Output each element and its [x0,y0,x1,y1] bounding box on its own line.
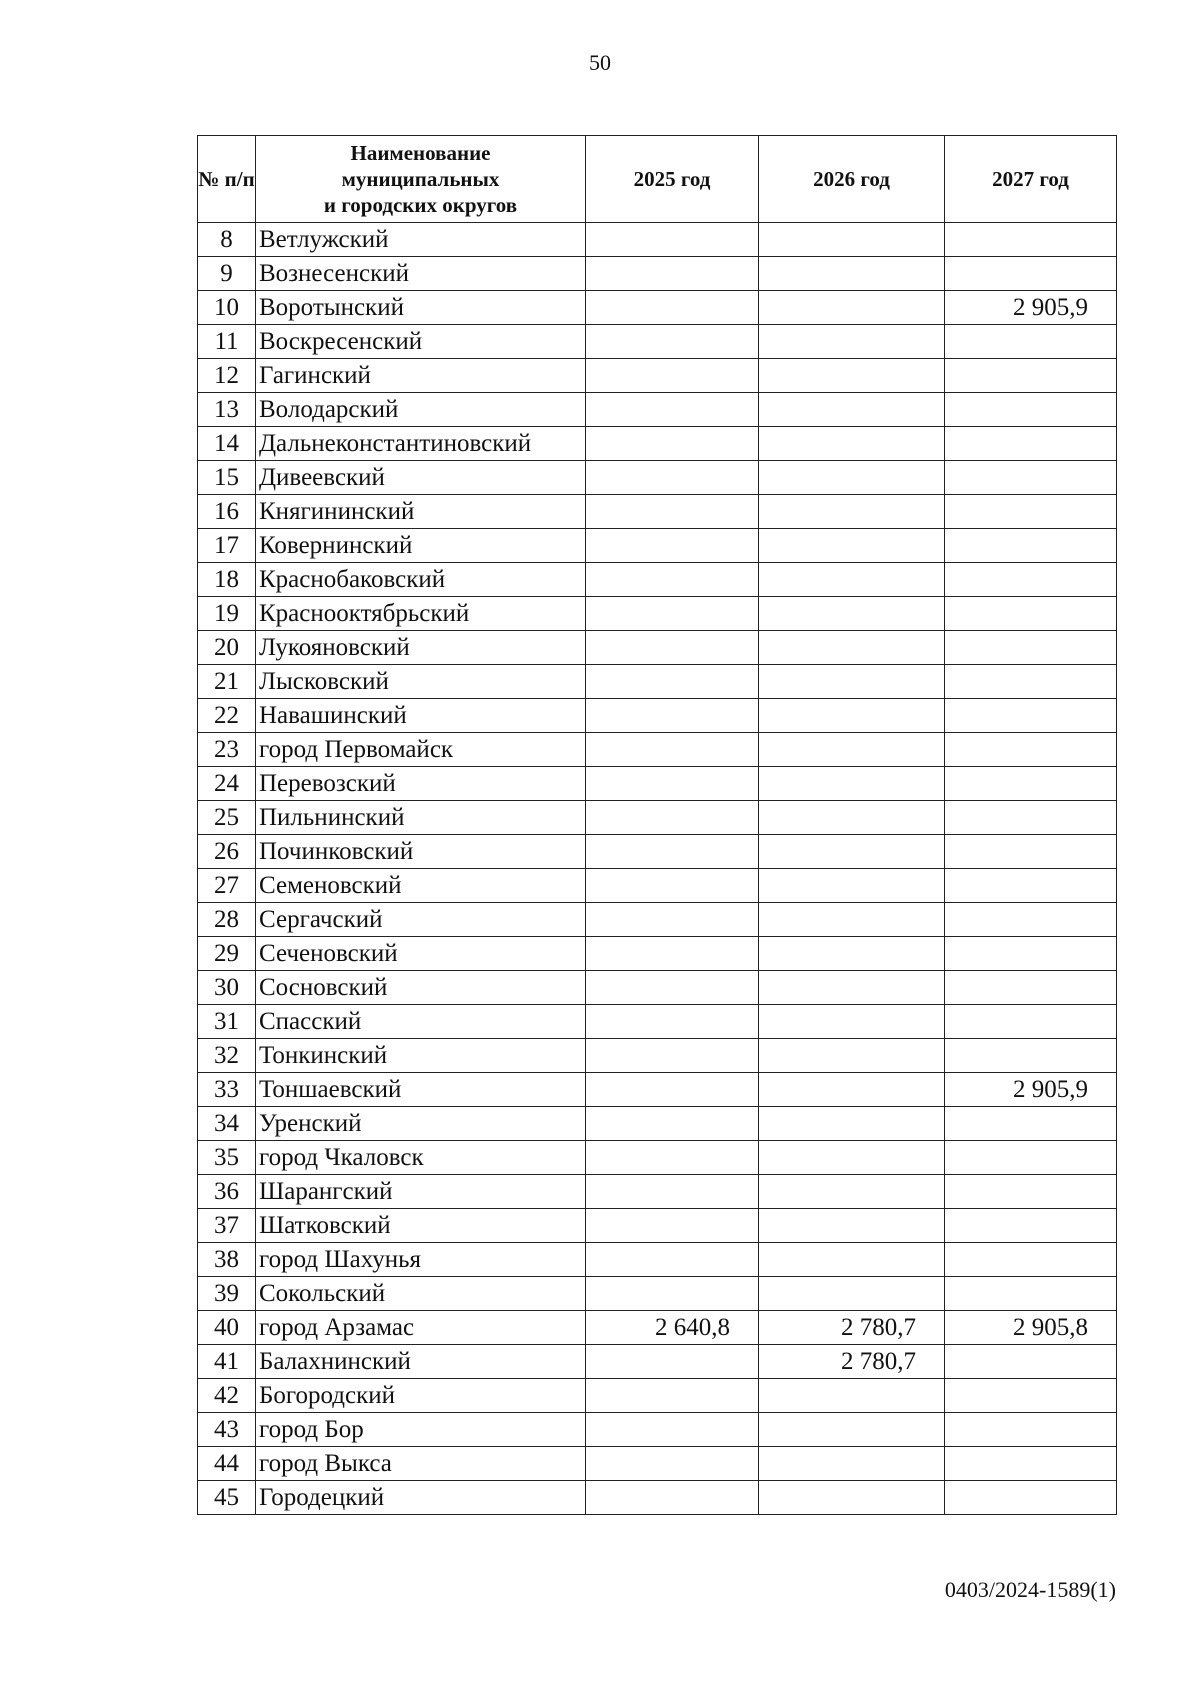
value-2025-cell [586,1379,759,1413]
district-name-cell: город Чкаловск [256,1141,586,1175]
table-row [198,393,1117,427]
value-2026-cell [759,1175,945,1209]
table-row [198,665,1117,699]
value-2026-cell [759,1243,945,1277]
value-2025-cell [586,359,759,393]
value-2027-cell [945,903,1117,937]
table-row [198,699,1117,733]
table-row [198,1413,1117,1447]
value-2025-cell [586,1447,759,1481]
value-2026-cell [759,325,945,359]
district-name-cell: Балахнинский [256,1345,586,1379]
table-row [198,257,1117,291]
value-2025-cell [586,325,759,359]
district-name-cell: Сеченовский [256,937,586,971]
value-2025-cell [586,597,759,631]
header-name [256,136,586,223]
table-row [198,359,1117,393]
value-2027-cell [945,733,1117,767]
district-name-cell: Уренский [256,1107,586,1141]
value-2027-cell [945,767,1117,801]
table-row [198,1277,1117,1311]
value-2027-cell [945,529,1117,563]
value-2025-cell [586,699,759,733]
value-2026-cell [759,1005,945,1039]
table-row [198,427,1117,461]
district-name-cell: Володарский [256,393,586,427]
table-row [198,869,1117,903]
value-2027-cell [945,1175,1117,1209]
table-row [198,733,1117,767]
row-number-cell: 15 [198,461,256,495]
value-2026-cell [759,1447,945,1481]
value-2026-cell [759,1141,945,1175]
table-header [198,136,1117,223]
header-2026: 2026 год [759,136,945,223]
row-number-cell: 14 [198,427,256,461]
row-number-cell: 39 [198,1277,256,1311]
row-number-cell: 36 [198,1175,256,1209]
row-number-cell: 16 [198,495,256,529]
district-name-cell: Починковский [256,835,586,869]
header-2025: 2025 год [586,136,759,223]
row-number-cell: 31 [198,1005,256,1039]
value-2027-cell [945,393,1117,427]
value-2026-cell [759,291,945,325]
row-number-cell: 12 [198,359,256,393]
value-2027-cell [945,1141,1117,1175]
value-2026-cell [759,631,945,665]
value-2026-cell [759,223,945,257]
value-2027-cell [945,1481,1117,1515]
value-2026-cell [759,1073,945,1107]
row-number-cell: 19 [198,597,256,631]
value-2025-cell [586,393,759,427]
value-2026-cell [759,835,945,869]
value-2027-cell: 2 905,9 [945,1073,1117,1107]
table-row [198,1039,1117,1073]
value-2025-cell [586,529,759,563]
value-2025-cell [586,1277,759,1311]
value-2026-cell [759,597,945,631]
value-2025-cell [586,1243,759,1277]
value-2026-cell [759,461,945,495]
district-name-cell: Перевозский [256,767,586,801]
value-2025-cell [586,1073,759,1107]
value-2025-cell [586,1209,759,1243]
value-2025-cell [586,223,759,257]
table-row [198,1345,1117,1379]
value-2025-cell [586,1413,759,1447]
district-name-cell: Дальнеконстантиновский [256,427,586,461]
table-row [198,1447,1117,1481]
district-name-cell: Пильнинский [256,801,586,835]
value-2027-cell [945,1039,1117,1073]
value-2027-cell [945,1277,1117,1311]
value-2027-cell: 2 905,9 [945,291,1117,325]
row-number-cell: 35 [198,1141,256,1175]
table-row [198,563,1117,597]
value-2027-cell [945,1379,1117,1413]
row-number-cell: 24 [198,767,256,801]
district-name-cell: Шарангский [256,1175,586,1209]
value-2025-cell [586,427,759,461]
table-row [198,1243,1117,1277]
district-name-cell: Навашинский [256,699,586,733]
table-row [198,903,1117,937]
table-row [198,801,1117,835]
value-2027-cell [945,1243,1117,1277]
district-name-cell: Воскресенский [256,325,586,359]
value-2027-cell [945,1107,1117,1141]
district-name-cell: Краснооктябрьский [256,597,586,631]
row-number-cell: 18 [198,563,256,597]
value-2027-cell [945,257,1117,291]
table-row [198,1209,1117,1243]
row-number-cell: 8 [198,223,256,257]
table-row [198,1311,1117,1345]
district-name-cell: Сокольский [256,1277,586,1311]
value-2026-cell [759,801,945,835]
value-2025-cell [586,1481,759,1515]
row-number-cell: 43 [198,1413,256,1447]
row-number-cell: 40 [198,1311,256,1345]
district-name-cell: Гагинский [256,359,586,393]
row-number-cell: 22 [198,699,256,733]
value-2027-cell [945,563,1117,597]
district-name-cell: город Первомайск [256,733,586,767]
district-name-cell: Дивеевский [256,461,586,495]
district-name-cell: Ковернинский [256,529,586,563]
value-2025-cell [586,665,759,699]
value-2026-cell [759,937,945,971]
row-number-cell: 42 [198,1379,256,1413]
row-number-cell: 45 [198,1481,256,1515]
row-number-cell: 21 [198,665,256,699]
district-name-cell: Вознесенский [256,257,586,291]
value-2025-cell [586,869,759,903]
row-number-cell: 10 [198,291,256,325]
value-2026-cell [759,903,945,937]
value-2027-cell [945,801,1117,835]
value-2026-cell [759,427,945,461]
value-2026-cell [759,699,945,733]
value-2027-cell [945,1447,1117,1481]
row-number-cell: 20 [198,631,256,665]
value-2025-cell [586,1107,759,1141]
value-2025-cell [586,1039,759,1073]
value-2025-cell [586,257,759,291]
row-number-cell: 34 [198,1107,256,1141]
district-name-cell: Семеновский [256,869,586,903]
row-number-cell: 38 [198,1243,256,1277]
value-2026-cell [759,767,945,801]
allocation-table-wrapper [197,135,1116,1515]
value-2025-cell [586,1141,759,1175]
value-2025-cell [586,1005,759,1039]
table-row [198,529,1117,563]
row-number-cell: 13 [198,393,256,427]
value-2026-cell [759,359,945,393]
value-2026-cell [759,1277,945,1311]
value-2025-cell [586,733,759,767]
row-number-cell: 30 [198,971,256,1005]
value-2025-cell [586,801,759,835]
header-num-label: № п/п [198,167,255,191]
table-row [198,325,1117,359]
value-2026-cell [759,393,945,427]
row-number-cell: 9 [198,257,256,291]
table-row [198,631,1117,665]
district-name-cell: Шатковский [256,1209,586,1243]
header-name-line2: муниципальных [341,167,500,191]
row-number-cell: 29 [198,937,256,971]
document-code: 0403/2024-1589(1) [944,1577,1116,1602]
value-2026-cell [759,1039,945,1073]
table-row [198,461,1117,495]
district-name-cell: город Арзамас [256,1311,586,1345]
value-2025-cell [586,631,759,665]
district-name-cell: Сосновский [256,971,586,1005]
district-name-cell: город Шахунья [256,1243,586,1277]
row-number-cell: 28 [198,903,256,937]
value-2027-cell [945,937,1117,971]
value-2026-cell [759,1413,945,1447]
value-2027-cell [945,1209,1117,1243]
value-2025-cell [586,1345,759,1379]
table-row [198,1107,1117,1141]
value-2026-cell [759,563,945,597]
value-2025-cell [586,1175,759,1209]
district-name-cell: город Выкса [256,1447,586,1481]
value-2026-cell [759,1379,945,1413]
value-2026-cell [759,869,945,903]
table-row [198,767,1117,801]
value-2027-cell [945,631,1117,665]
table-row [198,1073,1117,1107]
value-2025-cell: 2 640,8 [586,1311,759,1345]
district-name-cell: город Бор [256,1413,586,1447]
district-name-cell: Княгининский [256,495,586,529]
value-2025-cell [586,937,759,971]
header-row [198,136,1117,223]
value-2027-cell [945,699,1117,733]
value-2025-cell [586,495,759,529]
row-number-cell: 11 [198,325,256,359]
value-2027-cell [945,597,1117,631]
value-2026-cell [759,1107,945,1141]
value-2026-cell [759,971,945,1005]
value-2026-cell [759,733,945,767]
table-row [198,937,1117,971]
value-2025-cell [586,971,759,1005]
row-number-cell: 41 [198,1345,256,1379]
value-2027-cell [945,359,1117,393]
value-2027-cell [945,427,1117,461]
value-2027-cell [945,1413,1117,1447]
district-name-cell: Краснобаковский [256,563,586,597]
row-number-cell: 23 [198,733,256,767]
value-2026-cell [759,495,945,529]
value-2025-cell [586,461,759,495]
value-2025-cell [586,291,759,325]
value-2025-cell [586,563,759,597]
district-name-cell: Городецкий [256,1481,586,1515]
header-name-line3: и городских округов [323,193,518,217]
row-number-cell: 27 [198,869,256,903]
value-2027-cell [945,461,1117,495]
value-2026-cell [759,665,945,699]
value-2026-cell [759,529,945,563]
row-number-cell: 17 [198,529,256,563]
row-number-cell: 26 [198,835,256,869]
value-2027-cell [945,869,1117,903]
value-2026-cell [759,1209,945,1243]
table-row [198,1379,1117,1413]
row-number-cell: 25 [198,801,256,835]
value-2025-cell [586,903,759,937]
table-row [198,1481,1117,1515]
value-2026-cell [759,1481,945,1515]
district-name-cell: Лукояновский [256,631,586,665]
row-number-cell: 37 [198,1209,256,1243]
value-2027-cell [945,971,1117,1005]
district-name-cell: Лысковский [256,665,586,699]
district-name-cell: Тонкинский [256,1039,586,1073]
row-number-cell: 44 [198,1447,256,1481]
value-2025-cell [586,835,759,869]
header-num [198,136,256,223]
value-2027-cell [945,1005,1117,1039]
table-row [198,597,1117,631]
district-name-cell: Сергачский [256,903,586,937]
table-body [198,223,1117,1515]
value-2027-cell [945,665,1117,699]
value-2026-cell: 2 780,7 [759,1345,945,1379]
table-row [198,835,1117,869]
value-2027-cell [945,495,1117,529]
district-name-cell: Спасский [256,1005,586,1039]
table-row [198,1005,1117,1039]
value-2027-cell [945,325,1117,359]
table-row [198,223,1117,257]
table-row [198,971,1117,1005]
page-number: 50 [589,50,611,75]
table-row [198,1175,1117,1209]
value-2026-cell: 2 780,7 [759,1311,945,1345]
district-name-cell: Тоншаевский [256,1073,586,1107]
value-2025-cell [586,767,759,801]
allocation-table [197,135,1117,1515]
district-name-cell: Богородский [256,1379,586,1413]
district-name-cell: Воротынский [256,291,586,325]
value-2027-cell [945,835,1117,869]
value-2026-cell [759,257,945,291]
value-2027-cell: 2 905,8 [945,1311,1117,1345]
header-2027: 2027 год [945,136,1117,223]
header-name-line1: Наименование [350,141,491,165]
table-row [198,495,1117,529]
row-number-cell: 33 [198,1073,256,1107]
value-2027-cell [945,223,1117,257]
table-row [198,291,1117,325]
table-row [198,1141,1117,1175]
district-name-cell: Ветлужский [256,223,586,257]
row-number-cell: 32 [198,1039,256,1073]
value-2027-cell [945,1345,1117,1379]
